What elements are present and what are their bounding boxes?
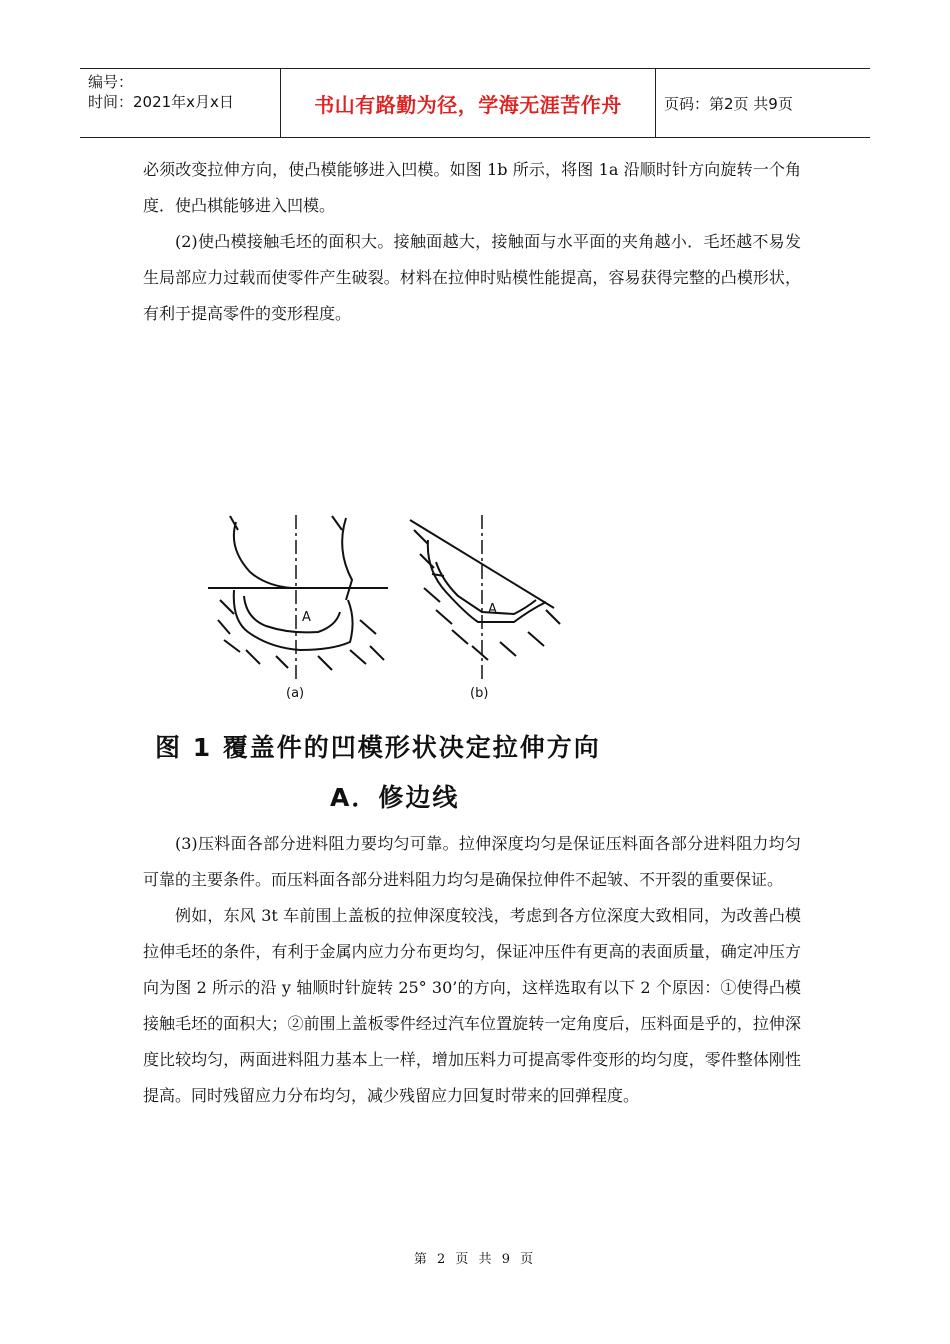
header-motto: 书山有路勤为径，学海无涯苦作舟 [314,92,622,117]
header-motto-cell [280,69,656,137]
figure-caption-legend: A．修边线 [330,783,460,812]
bottom-text-block [143,826,801,1114]
paragraph: (3)压料面各部分进料阻力要均匀可靠。拉伸深度均匀是保证压料面各部分进料阻力均匀可靠的主要条件。而压料面各部分进料阻力均匀是确保拉伸件不起皱、不开裂的重要保证。 [143,834,801,889]
top-text-block [143,152,801,332]
paragraph: 例如，东风 3t 车前围上盖板的拉伸深度较浅，考虑到各方位深度大致相同，为改善凸模拉伸毛坯的条件，有利于金属内应力分布更均匀，保证冲压件有更高的表面质量，确定冲压方向为图 2 所示的沿 y 轴顺时针旋转 25° 30’的方向，这样选取有以下 2 个原因：①使得凸模接触毛坯的面积大；②前围上盖板零件经过汽车位置旋转一定角度后，压料面是乎的，拉伸深度比较均匀，两面进料阻力基本上一样，增加压料力可提高零件变形的均匀度，零件整体刚性提高。同时残留应力分布均匀，减少残留应力回复时带来的回弹程度。 [143,906,801,1105]
page-header [80,68,870,138]
trim-line-mark-a: A [302,610,311,625]
header-meta [80,69,280,137]
figure-1 [200,510,580,710]
subfigure-label-a: (a) [286,686,305,701]
document-number-label: 编号： [88,73,134,91]
figure-1-drawing [200,510,580,710]
paragraph: (2)使凸模接触毛坯的面积大。接触面越大，接触面与水平面的夹角越小．毛坯越不易发生局部应力过载而使零件产生破裂。材料在拉伸时贴模性能提高，容易获得完整的凸模形状，有利于提高零件的变形程度。 [143,232,801,323]
trim-line-mark-b: A [488,602,497,617]
paragraph: 必须改变拉伸方向，使凸模能够进入凹模。如图 1b 所示，将图 1a 沿顺时针方向旋转一个角度．使凸棋能够进入凹模。 [143,160,801,215]
header-page-info: 页码：第2页 共9页 [664,94,793,113]
subfigure-label-b: (b) [470,686,489,701]
page-footer: 第 2 页 共 9 页 [413,1252,537,1267]
document-date: 时间：2021年x月x日 [88,93,234,111]
figure-caption: 图 1 覆盖件的凹模形状决定拉伸方向 [155,733,601,762]
